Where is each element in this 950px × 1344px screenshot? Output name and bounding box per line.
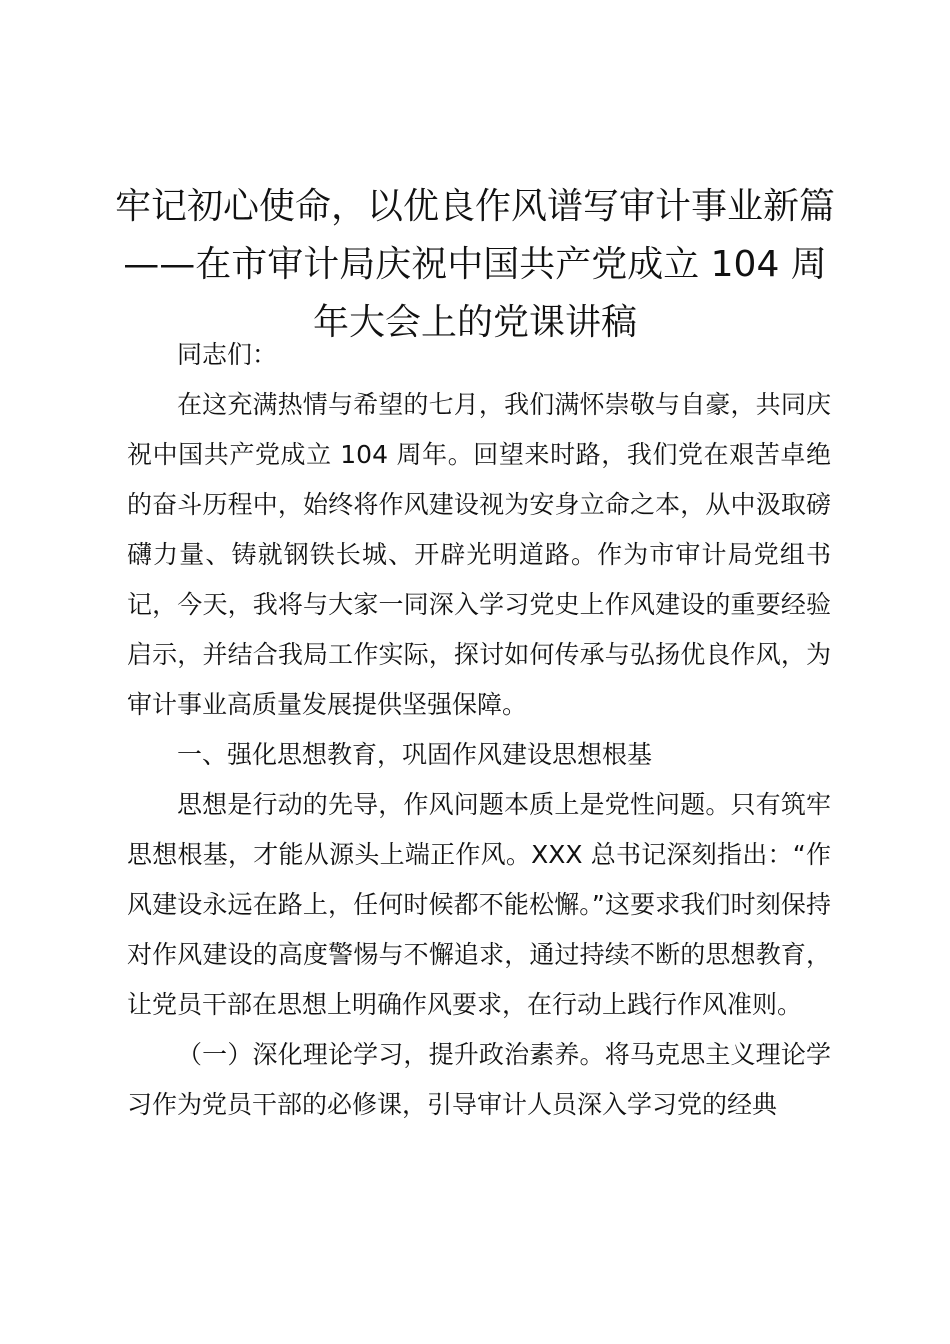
paragraph-intro: 在这充满热情与希望的七月，我们满怀崇敬与自豪，共同庆祝中国共产党成立 104 周年。回望来时路，我们党在艰苦卓绝的奋斗历程中，始终将作风建设视为安身立命之本，从中汲取磅礴力量、铸就钢铁长城、开辟光明道路。作为市审计局党组书记，今天，我将与大家一同深入学习党史上作风建设的重要经验启示，并结合我局工作实际，探讨如何传承与弘扬优良作风，为审计事业高质量发展提供坚强保障。 bbox=[127, 390, 831, 719]
section-heading-1: 一、强化思想教育，巩固作风建设思想根基 bbox=[177, 740, 653, 769]
paragraph-subsection-1: （一）深化理论学习，提升政治素养。将马克思主义理论学习作为党员干部的必修课，引导审计人员深入学习党的经典 bbox=[127, 1040, 831, 1119]
title-line-1: 牢记初心使命，以优良作风谱写审计事业新篇 bbox=[114, 186, 835, 227]
title-line-3: 年大会上的党课讲稿 bbox=[312, 302, 637, 343]
document-title bbox=[110, 178, 840, 352]
paragraph-section-1: 思想是行动的先导，作风问题本质上是党性问题。只有筑牢思想根基，才能从源头上端正作风。XXX 总书记深刻指出：“作风建设永远在路上，任何时候都不能松懈。”这要求我们时刻保持对作风建设的高度警惕与不懈追求，通过持续不断的思想教育，让党员干部在思想上明确作风要求，在行动上践行作风准则。 bbox=[127, 790, 831, 1019]
title-line-2: ——在市审计局庆祝中国共产党成立 104 周 bbox=[123, 244, 827, 285]
greeting: 同志们： bbox=[177, 340, 278, 369]
document-body bbox=[127, 330, 831, 1130]
